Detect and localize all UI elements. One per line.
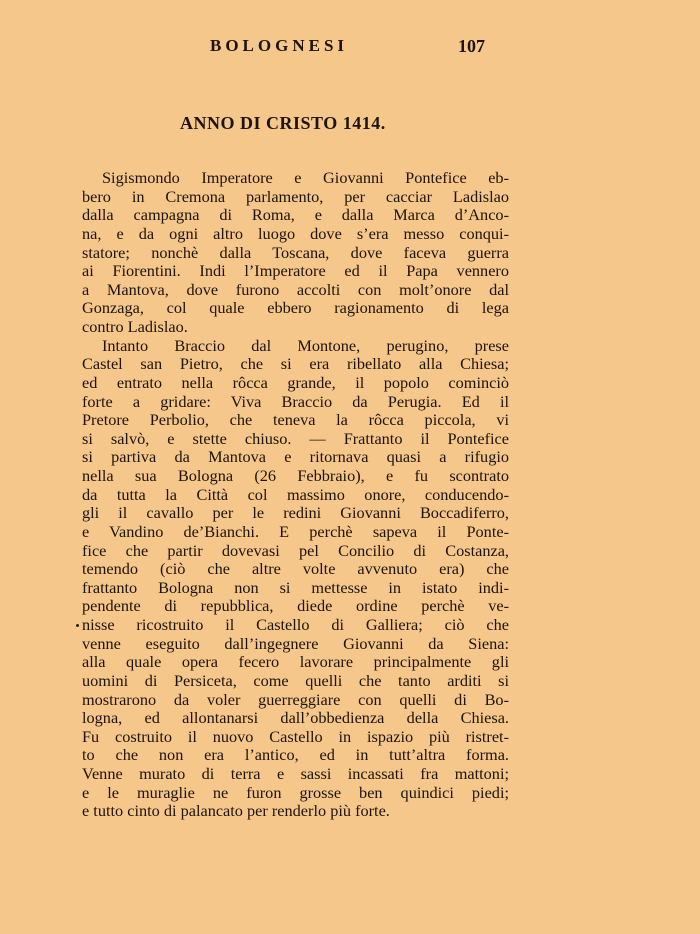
page-number: 107 — [458, 36, 485, 56]
text-line: dalla campagna di Roma, e dalla Marca d’Anco- — [82, 205, 509, 225]
text-line: Sigismondo Imperatore e Giovanni Pontefice eb- — [102, 168, 509, 187]
text-line: gli il cavallo per le redini Giovanni Boccadiferro, — [82, 503, 509, 523]
text-line: mostrarono da voler guerreggiare con quelli di Bo- — [82, 689, 509, 709]
text-line: Venne murato di terra e sassi incassati fra mattoni; — [82, 764, 509, 783]
text-line: logna, ed allontanarsi dall’obbedienza della Chiesa. — [82, 708, 509, 728]
text-line: ed entrato nella rôcca grande, il popolo cominciò — [82, 372, 509, 392]
text-line: Castel san Pietro, che si era ribellato alla Chiesa; — [82, 354, 509, 374]
margin-dot — [76, 624, 79, 627]
text-line: e Vandino de’Bianchi. E perchè sapeva il Ponte- — [82, 521, 509, 541]
text-line: si salvò, e stette chiuso. — Frattanto il Pontefice — [82, 428, 509, 448]
text-line: bero in Cremona parlamento, per cacciar Ladislao — [82, 186, 509, 206]
text-line: frattanto Bologna non si mettesse in istato indi- — [82, 577, 509, 597]
text-line: e le muraglie ne furon grosse ben quindici piedi; — [82, 782, 509, 802]
text-line: Intanto Braccio dal Montone, perugino, prese — [102, 335, 509, 355]
text-line: a Mantova, dove furono accolti con molt’onore dal — [82, 279, 509, 299]
text-line: si partiva da Mantova e ritornava quasi a rifugio — [82, 447, 509, 467]
text-line: fice che partir dovevasi pel Concilio di Costanza, — [82, 540, 509, 560]
body-text — [82, 169, 509, 821]
text-line: ai Fiorentini. Indi l’Imperatore ed il Papa vennero — [82, 261, 509, 281]
text-line: nella sua Bologna (26 Febbraio), e fu scontrato — [82, 466, 509, 485]
text-line: na, e da ogni altro luogo dove s’era messo conqui- — [82, 223, 509, 243]
text-line: nisse ricostruito il Castello di Galliera; ciò che — [82, 615, 509, 634]
text-line: venne eseguito dall’ingegnere Giovanni da Siena: — [82, 633, 509, 653]
running-head: BOLOGNESI — [210, 36, 349, 55]
text-line: contro Ladislao. — [82, 317, 188, 336]
text-line: da tutta la Città col massimo onore, conducendo- — [82, 484, 509, 504]
text-line: Pretore Perbolio, che teneva la rôcca piccola, vi — [82, 410, 509, 430]
text-line: Gonzaga, col quale ebbero ragionamento di lega — [82, 298, 509, 318]
text-line: pendente di repubblica, diede ordine perchè ve- — [82, 596, 509, 616]
text-line: e tutto cinto di palancato per renderlo più forte. — [82, 801, 390, 821]
text-line: Fu costruito il nuovo Castello in ispazio più ristret- — [82, 726, 509, 746]
text-line: temendo (ciò che altre volte avvenuto era) che — [82, 559, 509, 579]
text-line: to che non era l’antico, ed in tutt’altra forma. — [82, 745, 509, 765]
text-line: uomini di Persiceta, come quelli che tanto arditi si — [82, 670, 509, 690]
text-line: forte a gridare: Viva Braccio da Perugia. Ed il — [82, 391, 509, 411]
text-line: alla quale opera fecero lavorare principalmente gli — [82, 652, 509, 672]
section-title: ANNO DI CRISTO 1414. — [180, 113, 386, 133]
text-line: statore; nonchè dalla Toscana, dove faceva guerra — [82, 242, 509, 262]
